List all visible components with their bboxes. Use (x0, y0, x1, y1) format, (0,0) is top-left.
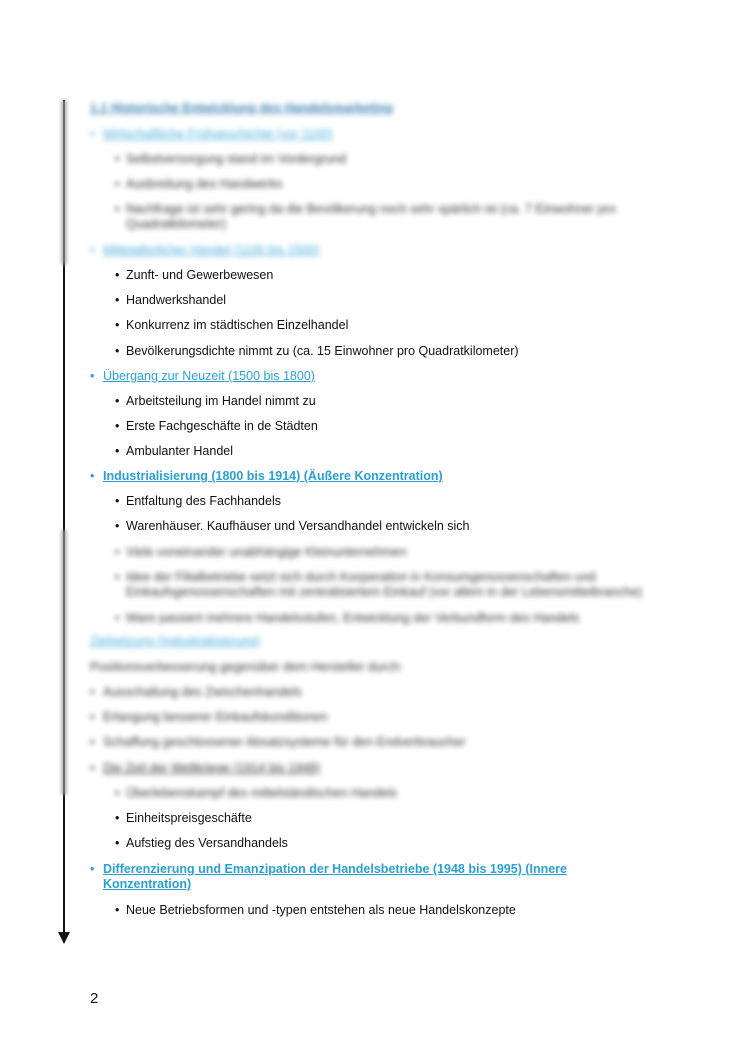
bullet-icon: • (115, 836, 120, 850)
bullet-icon: • (90, 469, 95, 483)
bullet-icon: • (90, 862, 95, 876)
bullet-icon: • (90, 761, 95, 775)
bullet-icon: • (115, 786, 120, 800)
bullet-icon: • (115, 318, 120, 332)
bullet-icon: • (115, 394, 120, 408)
bullet-icon: • (115, 519, 120, 533)
bullet-icon: • (115, 419, 120, 433)
bullet-icon: • (115, 494, 120, 508)
page-number: 2 (90, 990, 99, 1007)
section-heading: 1.1 Historische Entwicklung des Handelsmarketing (90, 101, 393, 115)
bullet-icon: • (115, 268, 120, 282)
bullet-icon: • (115, 202, 120, 216)
bullet-icon: • (90, 369, 95, 383)
bullet-icon: • (115, 444, 120, 458)
bullet-icon: • (115, 570, 120, 584)
bullet-icon: • (115, 903, 120, 917)
bullet-icon: • (115, 545, 120, 559)
bullet-icon: • (115, 293, 120, 307)
bullet-icon: • (90, 127, 95, 141)
paragraph: Positionsverbesserung gegenüber dem Hersteller durch: (90, 660, 403, 674)
bullet-icon: • (115, 344, 120, 358)
bullet-icon: • (115, 611, 120, 625)
timeline-arrow-head (58, 932, 70, 944)
bullet-icon: • (90, 685, 95, 699)
bullet-icon: • (115, 177, 120, 191)
bullet-icon: • (115, 811, 120, 825)
timeline-blurred-segment-top (61, 100, 67, 265)
bullet-icon: • (115, 152, 120, 166)
subheading-link[interactable]: Zielsetzung (Industrialisierung) (90, 634, 261, 648)
bullet-icon: • (90, 735, 95, 749)
timeline-blurred-segment-middle (61, 530, 67, 795)
bullet-icon: • (90, 243, 95, 257)
bullet-icon: • (90, 710, 95, 724)
